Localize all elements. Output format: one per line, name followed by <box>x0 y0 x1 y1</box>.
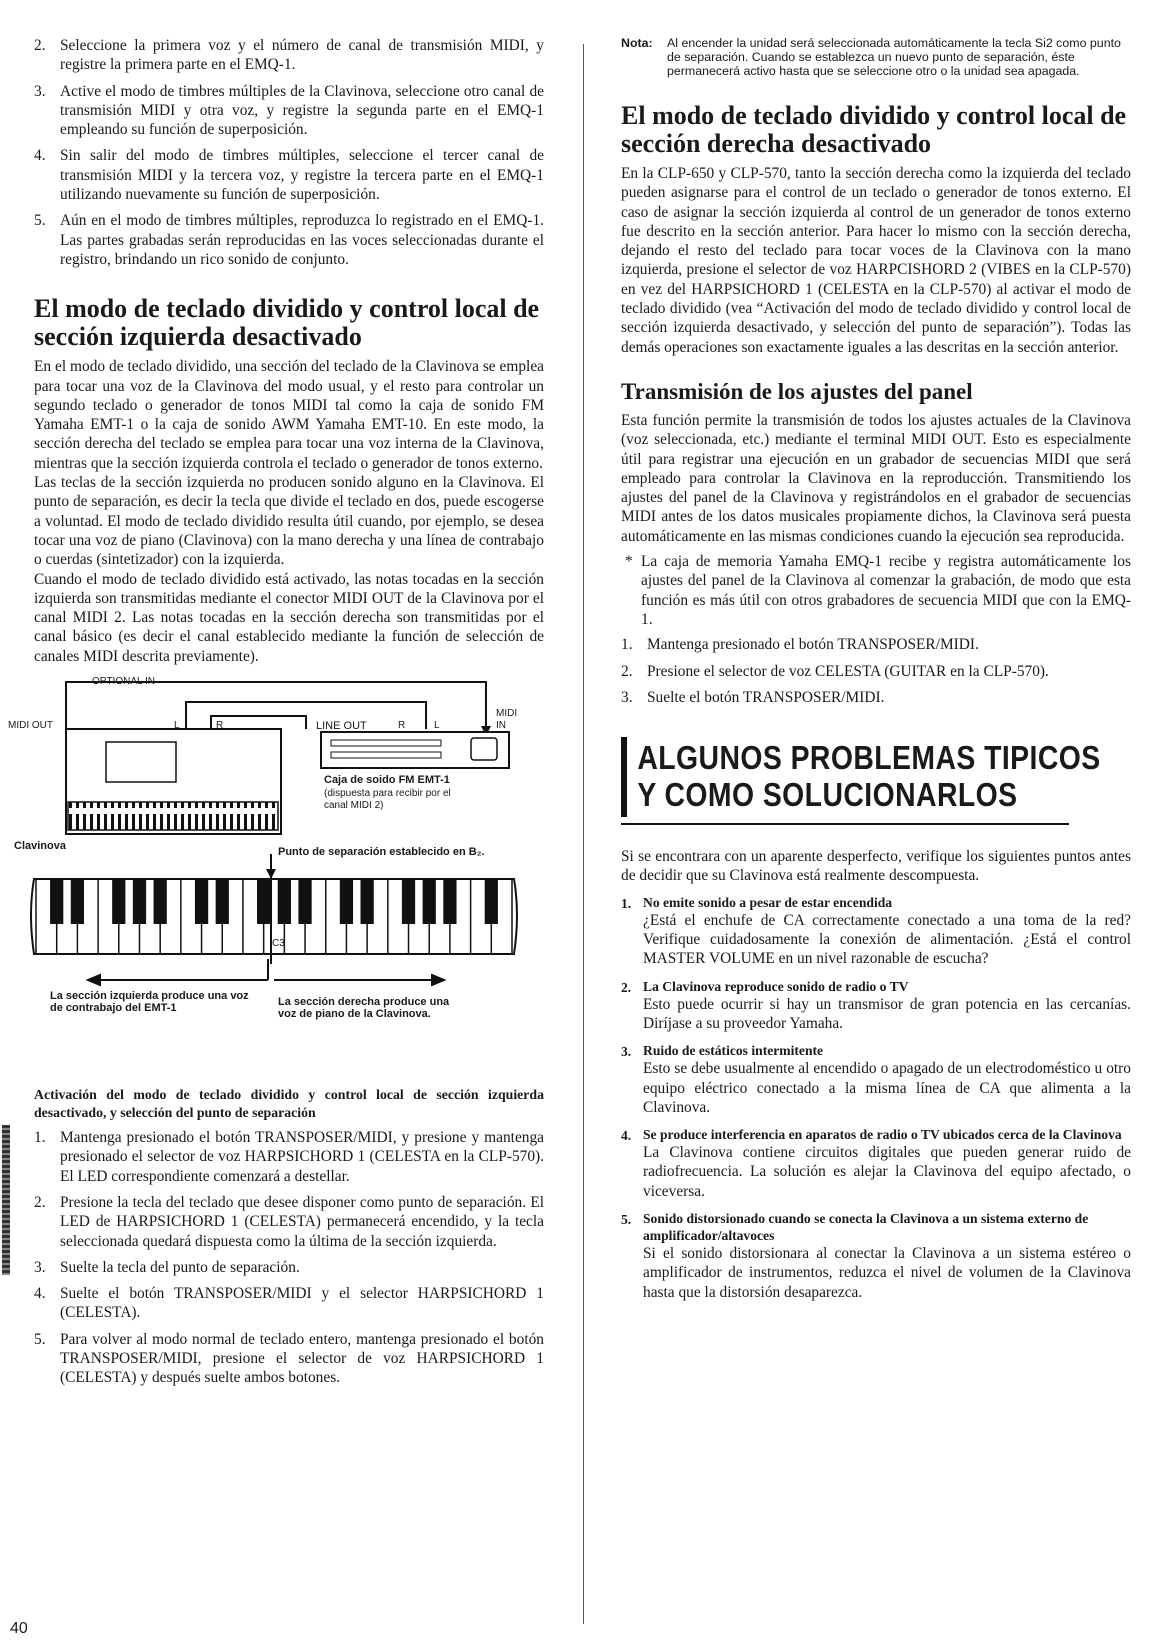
black-key <box>195 879 208 924</box>
transmission-title: Transmisión de los ajustes del panel <box>621 378 973 404</box>
midi-in-label-1: MIDI <box>496 708 518 720</box>
left-arrow-head-icon <box>88 975 100 985</box>
left-column <box>8 36 544 1395</box>
troubleshooting-heading <box>621 737 1132 817</box>
paragraph: En la CLP-650 y CLP-570, tanto la sección derecha como la izquierda del teclado pueden asignarse para el control de un teclado o generador de tonos externo. El caso de asignar la sección izquierda al control de un generador de tonos externo fue descrito en la sección anterior. Para hacer lo mismo con la sección derecha, dejando el resto del teclado para tocar voces de la Clavinova con la mano izquierda, presione el selector de voz HARPCISHORD 2 (VIBES en la CLP-570) en vez del HARPSICHORD 1 (CELESTA en la CLP-570) al activar el modo de teclado dividido (vea “Activación del modo de teclado dividido y control local de sección izquierda desactivado, y selección del punto de separación”). Todas las demás operaciones son exactamente iguales a las descritas en la sección anterior. <box>621 165 1131 356</box>
emt-1-sound-box <box>321 732 509 768</box>
list-item: 2. Presione el selector de voz CELESTA (GUITAR en la CLP-570). <box>621 662 1049 680</box>
left-section-caption: La sección izquierda produce una voz de contrabajo del EMT-1 <box>50 990 249 1015</box>
list-item: 2. La Clavinova reproduce sonido de radio o TV Esto puede ocurrir si hay un transmisor de gran potencia en las cercanías. Diríjase a su proveedor Yamaha. <box>621 978 1131 1032</box>
right-section-caption: La sección derecha produce una voz de piano de la Clavinova. <box>278 996 450 1021</box>
edge-tab-marker <box>2 1125 10 1275</box>
procedure-title: Activación del modo de teclado dividido y control local de sección izquierda desactivado, y selección del punto de separación <box>34 1087 544 1121</box>
list-item: 1. No emite sonido a pesar de estar encendida ¿Está el enchufe de CA correctamente conectado a una toma de la red? Verifique cuidadosamente la conexión de alimentación. ¿Está el control MASTER VOLUME en un nivel razonable de escucha? <box>621 894 1131 968</box>
black-key <box>443 879 456 924</box>
column-divider <box>583 44 584 1624</box>
r2-label: R <box>398 720 406 732</box>
transmission-steps <box>621 635 1131 707</box>
black-key <box>112 879 125 924</box>
list-item: 4. Suelte el botón TRANSPOSER/MIDI y el selector HARPSICHORD 1 (CELESTA). <box>34 1285 544 1322</box>
heading-rule <box>621 823 1069 825</box>
paragraph: Las teclas de la sección izquierda no producen sonido alguno en la Clavinova. El punto de separación, es decir la tecla que divide el teclado en dos, puede escogerse a voluntad. El modo de teclado dividido resulta útil cuando, por ejemplo, se desea tocar una voz de piano (Clavinova) con la mano derecha y una línea de contrabajo o cuerdas (sintetizador) con la izquierda. <box>34 474 544 569</box>
heading-line-2: Y COMO SOLUCIONARLOS <box>637 776 1018 814</box>
right-column <box>621 36 1131 1311</box>
right-arrow-head-icon <box>432 975 444 985</box>
connection-diagram <box>6 674 526 1074</box>
line-out-label: LINE OUT <box>316 720 367 733</box>
heading-line-1: ALGUNOS PROBLEMAS TIPICOS <box>637 739 1101 777</box>
page-number: 40 <box>10 1620 28 1637</box>
steps-top-list <box>34 36 544 269</box>
r-label: R <box>216 720 224 732</box>
optional-in-label: OPTIONAL IN <box>92 676 155 688</box>
black-key <box>278 879 291 924</box>
list-item: 4. Sin salir del modo de timbres múltiples, seleccione el tercer canal de transmisión MIDI y la tercera voz, y registre la tercera parte en el EMQ-1 utilizando nuevamente su función de superposición. <box>34 147 544 204</box>
clavinova-instrument <box>66 729 281 834</box>
list-item: 3. Active el modo de timbres múltiples de la Clavinova, seleccione otro canal de transmisión MIDI y otra voz, y registre la segunda parte en el EMQ-1 empleando su función de superposición. <box>34 82 544 139</box>
list-item: 3. Suelte la tecla del punto de separación. <box>34 1258 300 1276</box>
black-key <box>423 879 436 924</box>
black-key <box>154 879 167 924</box>
list-item: 1. Mantenga presionado el botón TRANSPOSER/MIDI. <box>621 636 979 654</box>
split-point-label: Punto de separación establecido en B₂. <box>278 846 485 859</box>
emt-title: Caja de soido FM EMT-1 <box>324 774 450 787</box>
bullet-note: * La caja de memoria Yamaha EMQ-1 recibe y registra automáticamente los ajustes del panel de la Clavinova al comenzar la grabación, de modo que esta función es más útil con otros grabadores de secuencia MIDI que con la EMQ-1. <box>625 553 1131 628</box>
list-item: 5. Aún en el modo de timbres múltiples, reproduzca lo registrado en el EMQ-1. Las partes grabadas serán reproducidas en las voces seleccionadas durante el registro, brindando un rico sonido de conjunto. <box>34 212 544 268</box>
black-key <box>402 879 415 924</box>
troubleshooting-intro: Si se encontrara con un aparente desperfecto, verifique los siguientes puntos antes de decidir que su Clavinova está realmente descompuesta. <box>621 848 1131 885</box>
black-key <box>216 879 229 924</box>
emt-subtitle: (dispuesta para recibir por el canal MIDI 2) <box>324 788 451 812</box>
paragraph: En el modo de teclado dividido, una sección del teclado de la Clavinova se emplea para tocar una voz de la Clavinova del modo usual, y el resto para controlar un segundo teclado o generador de tonos MIDI tal como la caja de sonido FM Yamaha EMT-1 o la caja de sonido AWM Yamaha EMT-10. En este modo, la sección derecha del teclado se emplea para tocar una voz interna de la Clavinova, mientras que la sección izquierda controla el teclado o generador de tonos externo. <box>34 358 544 472</box>
section-title-left-split: El modo de teclado dividido y control local de sección izquierda desactivado <box>34 294 540 352</box>
l2-label: L <box>434 720 440 732</box>
black-key <box>133 879 146 924</box>
black-key <box>50 879 63 924</box>
note-label: Nota: <box>621 36 653 50</box>
midi-in-label-2: IN <box>496 720 506 732</box>
note-block <box>621 36 1131 78</box>
black-key <box>485 879 498 924</box>
list-item: 3. Ruido de estáticos intermitente Esto se debe usualmente al encendido o apagado de un electrodoméstico u otro equipo eléctrico conectado a la misma línea de CA que alimenta a la Clavinova. <box>621 1043 1131 1116</box>
list-item: 5. Para volver al modo normal de teclado entero, mantenga presionado el botón TRANSPOSER/MIDI, presione el selector de voz HARPSICHORD 1 (CELESTA) y después suelte ambos botones. <box>34 1330 544 1387</box>
black-key <box>340 879 353 924</box>
l-label: L <box>174 720 180 732</box>
clavinova-label: Clavinova <box>14 840 66 853</box>
c3-label: C3 <box>272 938 285 950</box>
paragraph: Cuando el modo de teclado dividido está activado, las notas tocadas en la sección izquierda son transmitidas mediante el conector MIDI OUT de la Clavinova por el canal MIDI 2. Las notas tocadas en la sección derecha son transmitidas por el canal básico (es decir el canal establecido mediante la función de selección de canales MIDI descrita previamente). <box>34 570 544 665</box>
black-key <box>361 879 374 924</box>
black-key <box>71 879 84 924</box>
note-text: Al encender la unidad será seleccionada automáticamente la tecla Si2 como punto de separación. Cuando se establezca un nuevo punto de separación, éste permanecerá activo hasta que se seleccione otro o la unidad sea apagada. <box>667 36 1121 78</box>
steps-bottom-list <box>34 1128 544 1388</box>
list-item: 2. Presione la tecla del teclado que desee disponer como punto de separación. El LED de HARPSICHORD 1 (CELESTA) permanecerá encendido, y la tecla seleccionada quedará dispuesta como la última de la sección izquierda. <box>34 1193 544 1250</box>
midi-out-label: MIDI OUT <box>8 720 53 732</box>
problem-list <box>621 894 1131 1302</box>
list-item: 1. Mantenga presionado el botón TRANSPOSER/MIDI, y presione y mantenga presionado el selector de voz HARPSICHORD 1 (CELESTA en la CLP-570). El LED correspondiente comenzará a destellar. <box>34 1129 544 1185</box>
list-item: 2. Seleccione la primera voz y el número de canal de transmisión MIDI, y registre la primera parte en el EMQ-1. <box>34 37 544 74</box>
list-item: 4. Se produce interferencia en aparatos de radio o TV ubicados cerca de la Clavinova La Clavinova contiene circuitos digitales que pueden generar ruido de radiofrecuencia. La solución es alejar la Clavinova del equipo afectado, o viceversa. <box>621 1127 1131 1200</box>
list-item: 5. Sonido distorsionado cuando se conecta la Clavinova a un sistema externo de amplificador/altavoces Si el sonido distorsionara al conectar la Clavinova a un sistema estéreo o amplificador de instrumentos, reduzca el nivel de volumen de la Clavinova hasta que la distorsión desaparezca. <box>621 1210 1131 1301</box>
list-item: 3. Suelte el botón TRANSPOSER/MIDI. <box>621 688 885 706</box>
black-key <box>298 879 311 924</box>
midi-cable <box>66 682 486 729</box>
paragraph: Esta función permite la transmisión de todos los ajustes actuales de la Clavinova (voz seleccionada, etc.) mediante el terminal MIDI OUT. Esto es especialmente útil para registrar una ejecución en un grabador de secuencias MIDI que será empleado para controlar la Clavinova en la reproducción. Transmitiendo los ajustes del panel de la Clavinova y registrándolos en el grabador de secuencias MIDI antes de los datos musicales propiamente dichos, la Clavinova será puesta automáticamente en las mismas condiciones cuando la ejecución sea reproducida. <box>621 411 1131 545</box>
section-title-right-split: El modo de teclado dividido y control local de sección derecha desactivado <box>621 101 1127 158</box>
black-key <box>257 879 270 924</box>
